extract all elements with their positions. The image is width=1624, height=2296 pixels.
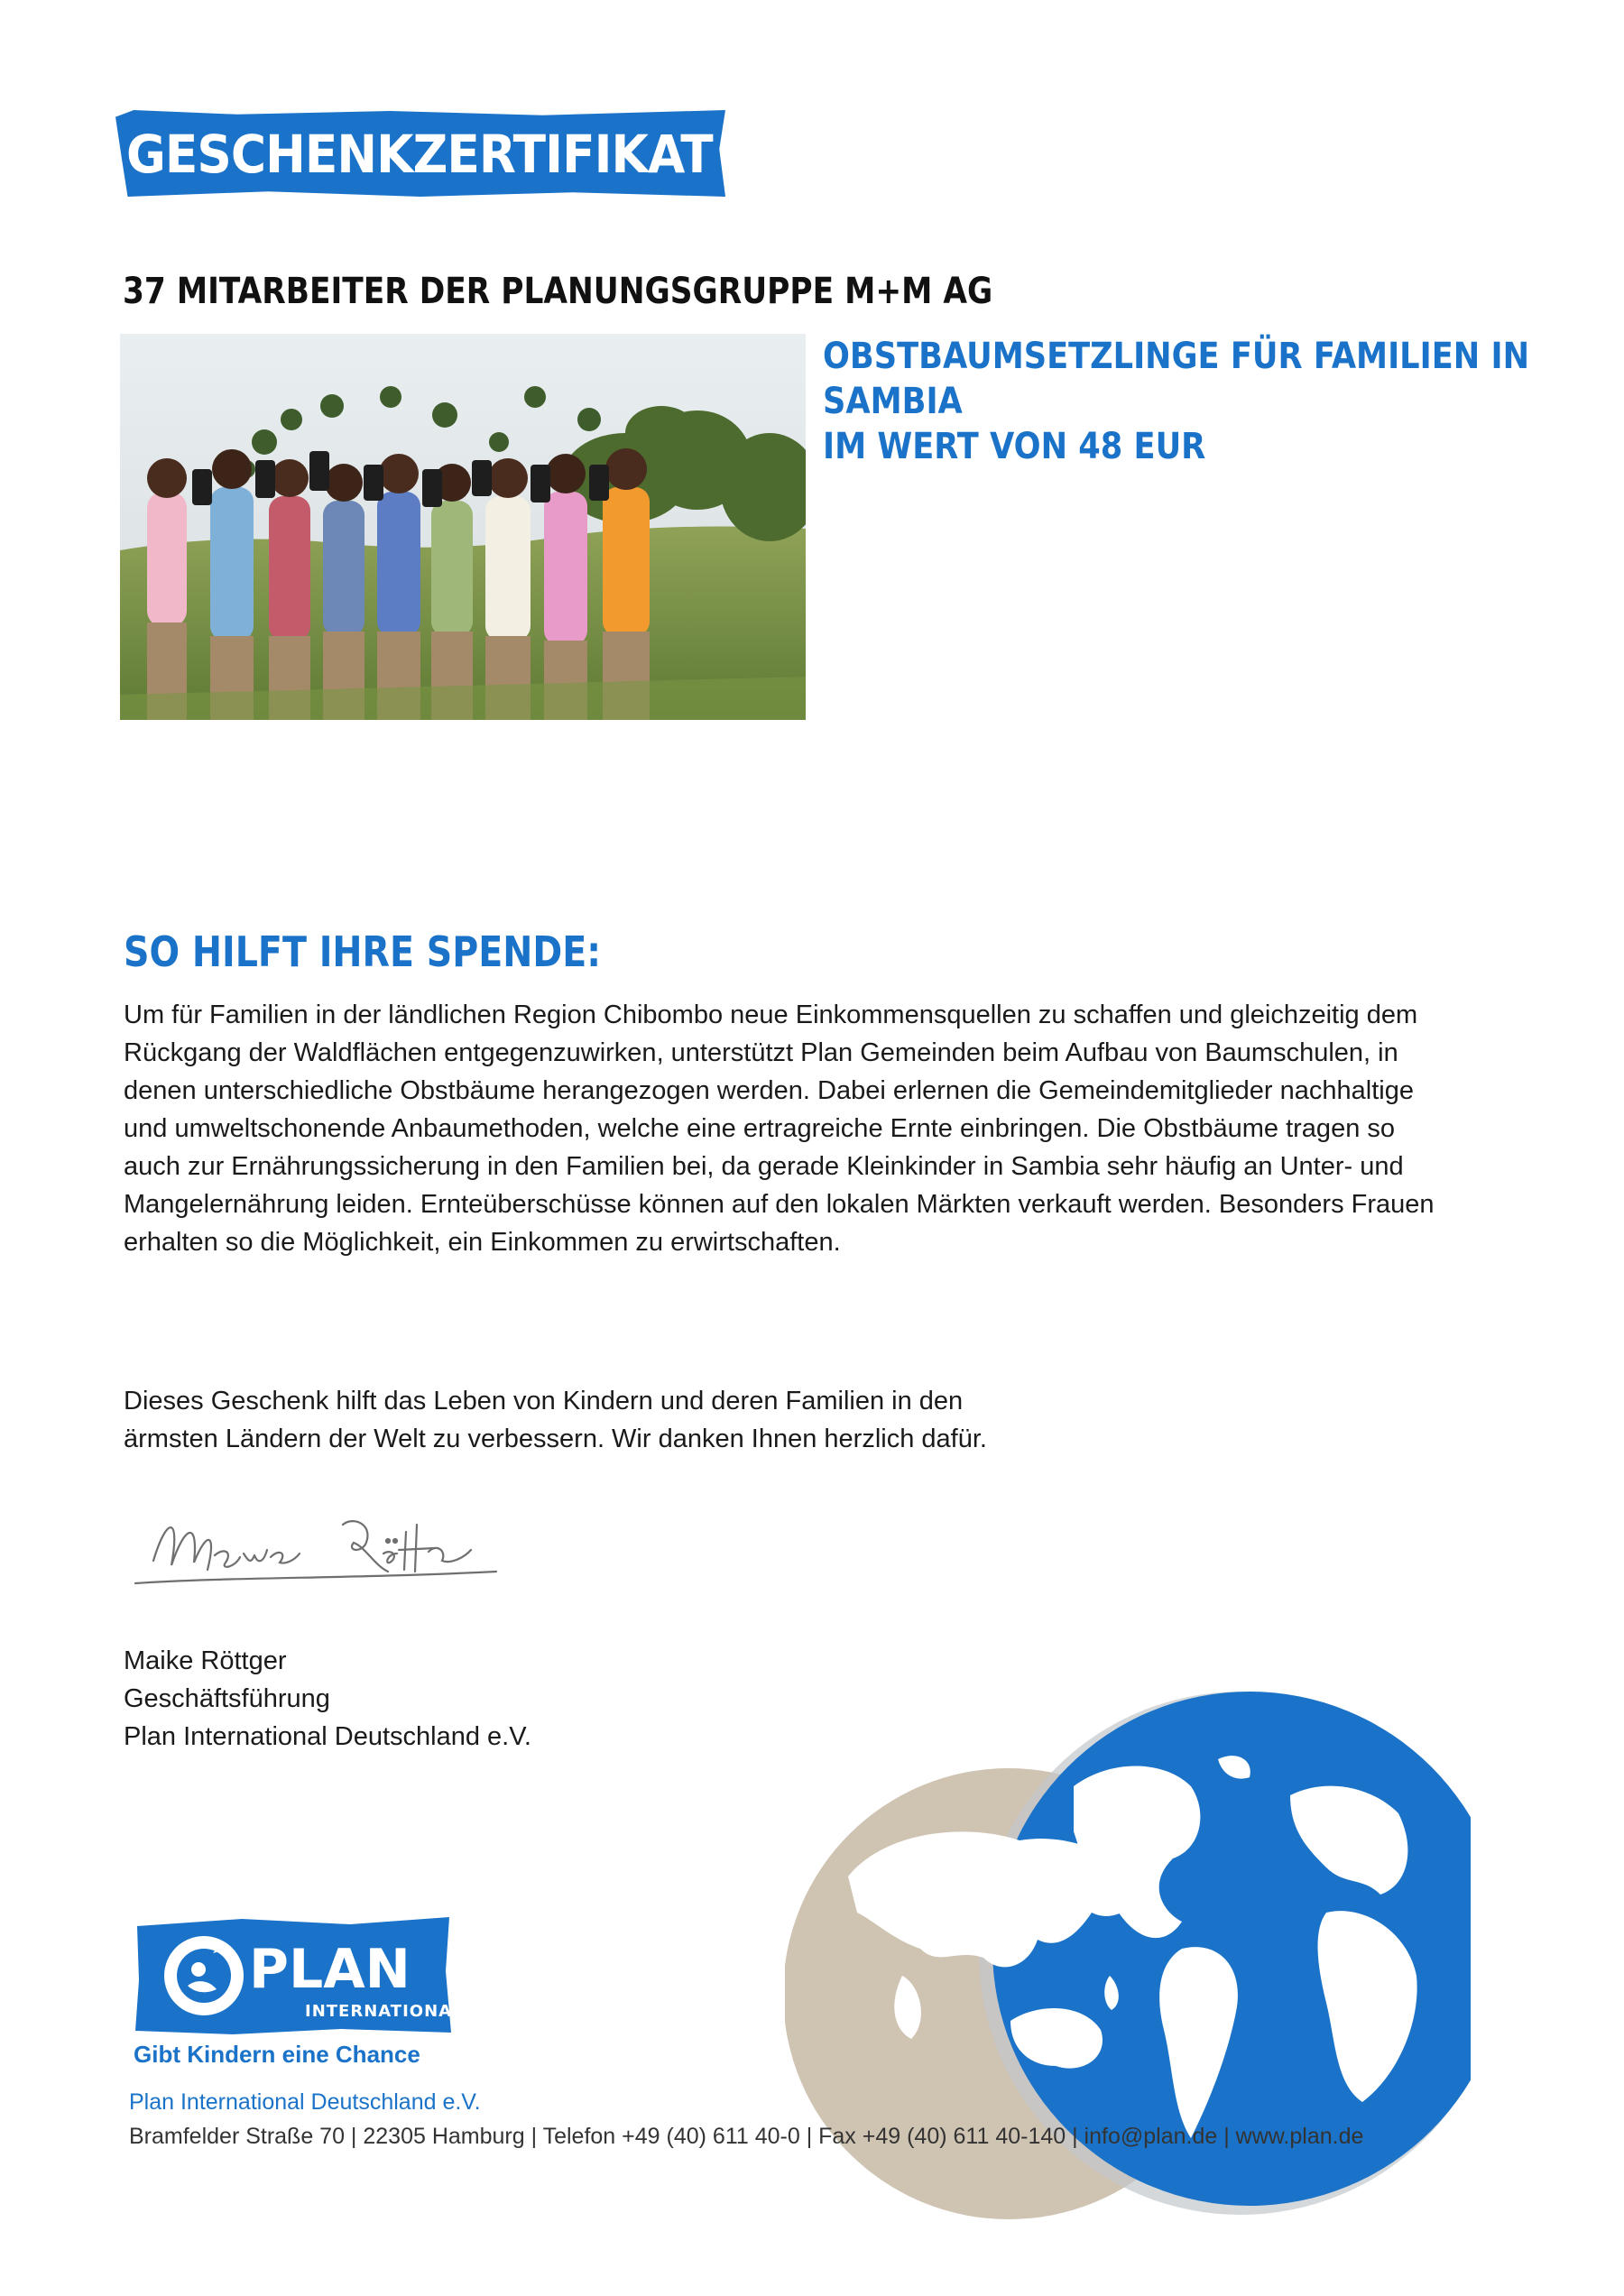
- signer-block: [124, 1642, 531, 1756]
- footer-address: Bramfelder Straße 70 | 22305 Hamburg | Telefon +49 (40) 611 40-0 | Fax +49 (40) 611 40-140 | info@plan.de | www.plan.de: [129, 2124, 1364, 2149]
- certificate-title: GESCHENKZERTIFIKAT: [126, 124, 713, 185]
- globes-illustration: [785, 1678, 1471, 2246]
- closing-line: ärmsten Ländern der Welt zu verbessern. Wir danken Ihnen herzlich dafür.: [124, 1425, 987, 1453]
- logo-slogan: Gibt Kindern eine Chance: [134, 2041, 420, 2068]
- signer-name: Maike Röttger: [124, 1646, 287, 1675]
- footer-org-name: Plan International Deutschland e.V.: [129, 2089, 481, 2115]
- gift-title-line: IM WERT VON 48 EUR: [823, 426, 1206, 467]
- help-body-text: Um für Familien in der ländlichen Region Chibombo neue Einkommensquellen zu schaffen und gleichzeitig dem Rückgang der Waldflächen entgegenzuwirken, unterstützt Plan Gemeinden beim Aufbau von Baumschulen, in denen unterschiedliche Obstbäume herangezogen werden. Dabei erlernen die Gemeindemitglieder nachhaltige und umweltschonende Anbaumethoden, welche eine ertragreiche Ernte einbringen. Die Obstbäume tragen so auch zur Ernährungssicherung in den Familien bei, da gerade Kleinkinder in Sambia sehr häufig an Unter- und Mangelernährung leiden. Ernteüberschüsse können auf den lokalen Märkten verkauft werden. Besonders Frauen erhalten so die Möglichkeit, ein Einkommen zu erwirtschaften.: [124, 1000, 1435, 1257]
- signer-organization: Plan International Deutschland e.V.: [124, 1722, 531, 1751]
- signer-role: Geschäftsführung: [124, 1684, 330, 1713]
- closing-text: [124, 1382, 1206, 1458]
- recipient-name: 37 MITARBEITER DER PLANUNGSGRUPPE M+M AG: [123, 271, 993, 312]
- help-heading: SO HILFT IHRE SPENDE:: [124, 927, 602, 976]
- closing-line: Dieses Geschenk hilft das Leben von Kindern und deren Familien in den: [124, 1387, 964, 1415]
- handwritten-signature: [117, 1498, 523, 1606]
- logo-sub: INTERNATIONAL: [305, 2002, 451, 2021]
- logo-word: PLAN: [249, 1938, 411, 2001]
- plan-international-logo: [134, 1917, 451, 2037]
- gift-title: [823, 334, 1530, 469]
- children-seedlings-photo: [120, 334, 806, 720]
- gift-title-line: OBSTBAUMSETZLINGE FÜR FAMILIEN IN: [823, 336, 1530, 377]
- gift-title-line: SAMBIA: [823, 381, 963, 422]
